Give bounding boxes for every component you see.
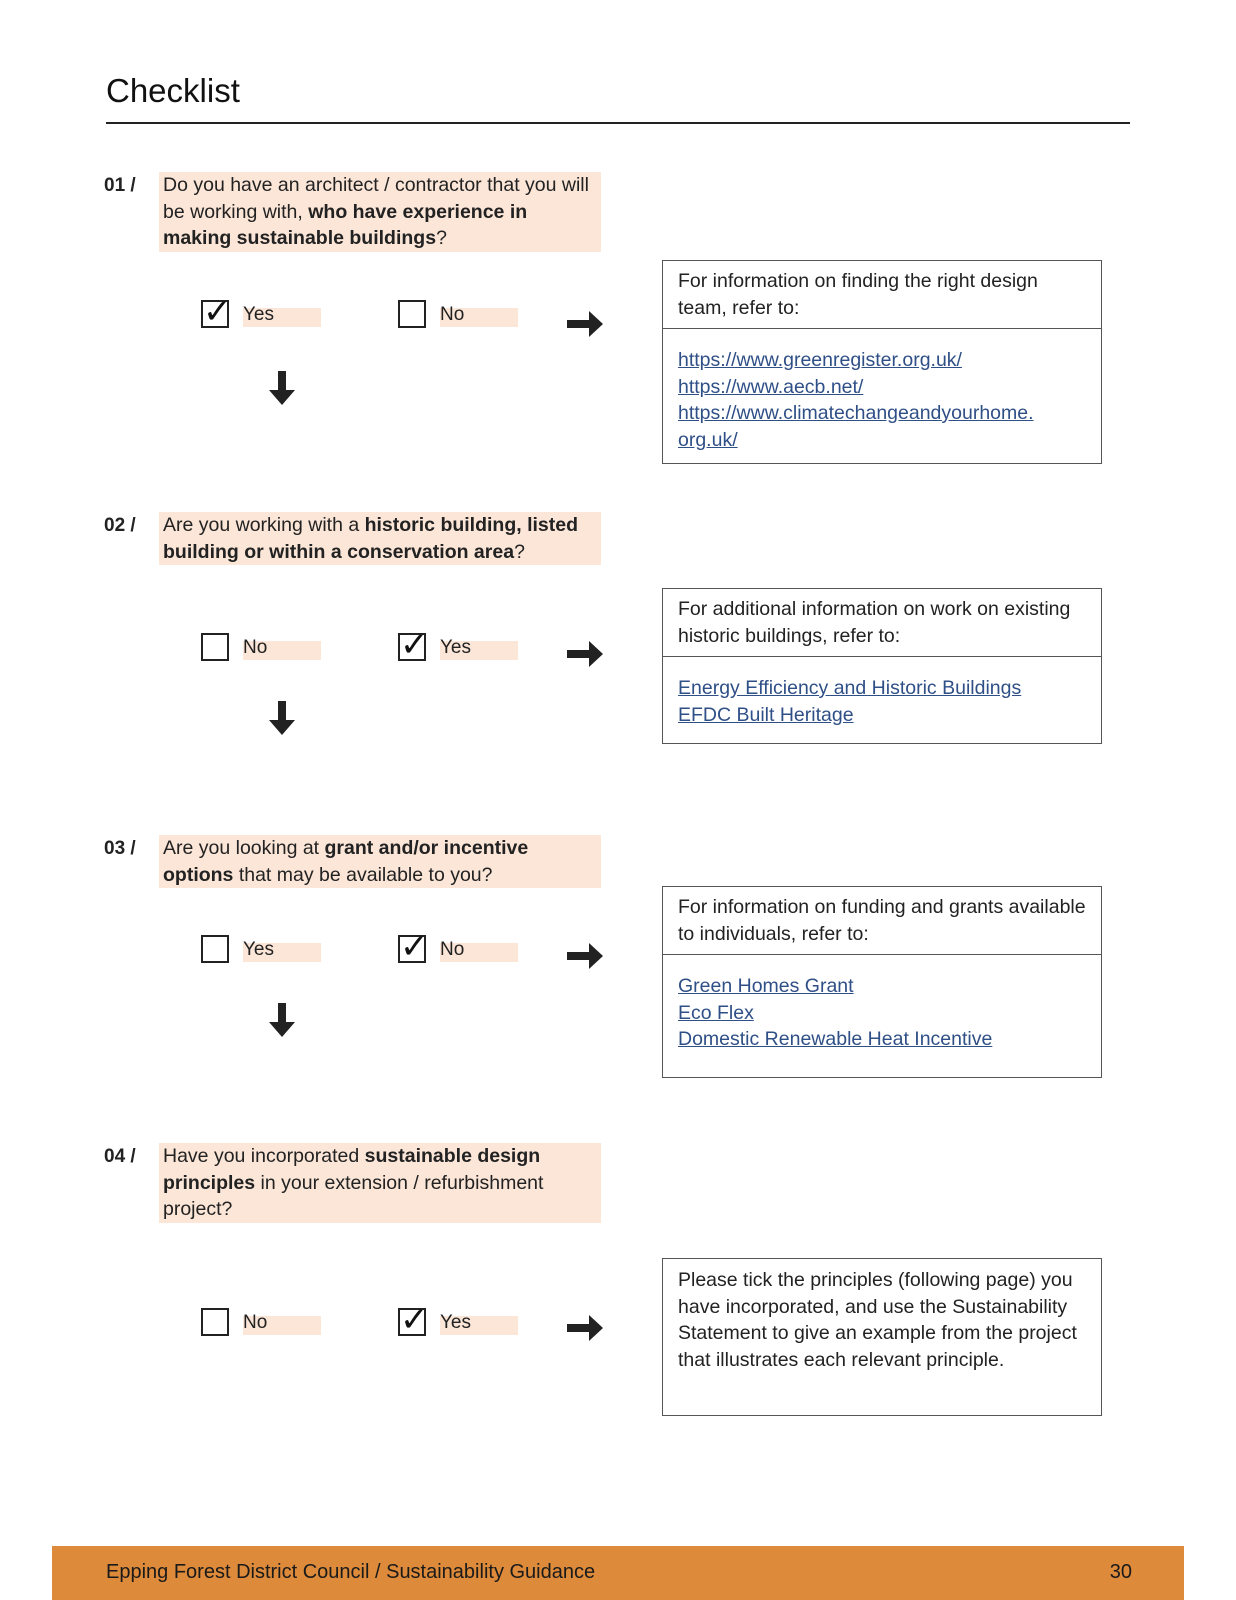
question-text-part: ?: [514, 540, 525, 563]
question-number: 03 /: [104, 838, 136, 859]
page-number: 30: [1109, 1561, 1132, 1583]
option-yes[interactable]: [398, 1300, 518, 1340]
info-box: [662, 588, 1102, 744]
resource-link[interactable]: Eco Flex: [678, 1001, 754, 1024]
question-number: 02 /: [104, 515, 136, 536]
checkbox[interactable]: [201, 935, 229, 963]
info-heading: For information on finding the right design team, refer to:: [663, 261, 1101, 329]
arrow-down-icon: [267, 700, 297, 736]
footer-text: Epping Forest District Council / Sustainability Guidance: [106, 1561, 596, 1583]
check-mark-icon: ✓: [203, 292, 232, 332]
question-text-part: in your extension / refurbishment project?: [163, 1171, 544, 1220]
resource-link[interactable]: https://www.aecb.net/: [678, 375, 864, 398]
option-label: Yes: [440, 641, 518, 660]
resource-link[interactable]: org.uk/: [678, 428, 738, 451]
option-yes[interactable]: [201, 935, 321, 965]
option-label: No: [243, 641, 321, 660]
option-label: No: [440, 308, 518, 327]
question-text: [159, 172, 601, 252]
resource-link[interactable]: EFDC Built Heritage: [678, 703, 854, 726]
info-heading: For additional information on work on existing historic buildings, refer to:: [663, 589, 1101, 657]
page-title: Checklist: [106, 72, 240, 109]
question-text-part: Do you have an architect / contractor that you will be working with,: [163, 174, 589, 223]
info-box: [662, 886, 1102, 1078]
question-text-part: Are you working with a: [163, 514, 365, 536]
option-label: Yes: [243, 308, 321, 327]
info-box: [662, 260, 1102, 464]
footer-bar: [52, 1546, 1184, 1600]
resource-link[interactable]: Domestic Renewable Heat Incentive: [678, 1028, 993, 1050]
arrow-right-icon: [565, 1311, 605, 1345]
arrow-right-icon: [565, 307, 605, 341]
option-label: No: [440, 943, 518, 962]
resource-link[interactable]: https://www.climatechangeandyourhome.: [678, 402, 1034, 424]
option-label: No: [243, 1316, 321, 1335]
question-text: [159, 1143, 601, 1223]
option-no[interactable]: [201, 1308, 321, 1338]
question-number: 01 /: [104, 175, 136, 196]
resource-link[interactable]: Energy Efficiency and Historic Buildings: [678, 677, 1022, 699]
option-no[interactable]: [398, 927, 518, 967]
option-label: Yes: [440, 1316, 518, 1335]
check-mark-icon: ✓: [400, 1300, 429, 1340]
arrow-down-icon: [267, 1002, 297, 1038]
checkbox[interactable]: [201, 633, 229, 661]
question-text-part: grant and/or incentive options: [163, 837, 529, 886]
question-text-part: Have you incorporated: [163, 1145, 365, 1167]
arrow-right-icon: [565, 939, 605, 973]
arrow-right-icon: [565, 637, 605, 671]
question-text-part: that may be available to you?: [233, 863, 493, 886]
title-divider: [106, 122, 1130, 124]
checkbox[interactable]: [398, 300, 426, 328]
option-label: Yes: [243, 943, 321, 962]
question-text: [159, 835, 601, 888]
checkbox[interactable]: [201, 1308, 229, 1336]
info-heading: For information on funding and grants available to individuals, refer to:: [663, 887, 1101, 955]
question-text: [159, 512, 601, 565]
question-number: 04 /: [104, 1146, 136, 1167]
option-yes[interactable]: [398, 625, 518, 665]
option-no[interactable]: [201, 633, 321, 663]
question-text-part: historic building, listed building or within a conservation area: [163, 514, 579, 563]
info-text: Please tick the principles (following page) you have incorporated, and use the Sustainability Statement to give an example from the project that illustrates each relevant principle.: [678, 1269, 1077, 1371]
question-text-part: Are you looking at: [163, 837, 325, 859]
option-yes[interactable]: [201, 292, 321, 332]
resource-link[interactable]: Green Homes Grant: [678, 975, 854, 997]
check-mark-icon: ✓: [400, 625, 429, 665]
question-text-part: sustainable design principles: [163, 1145, 541, 1194]
resource-link[interactable]: https://www.greenregister.org.uk/: [678, 349, 962, 371]
check-mark-icon: ✓: [400, 927, 429, 967]
info-box: [662, 1258, 1102, 1416]
question-text-part: ?: [436, 227, 447, 249]
option-no[interactable]: [398, 300, 518, 330]
arrow-down-icon: [267, 370, 297, 406]
question-text-part: who have experience in making sustainable buildings: [163, 200, 528, 249]
